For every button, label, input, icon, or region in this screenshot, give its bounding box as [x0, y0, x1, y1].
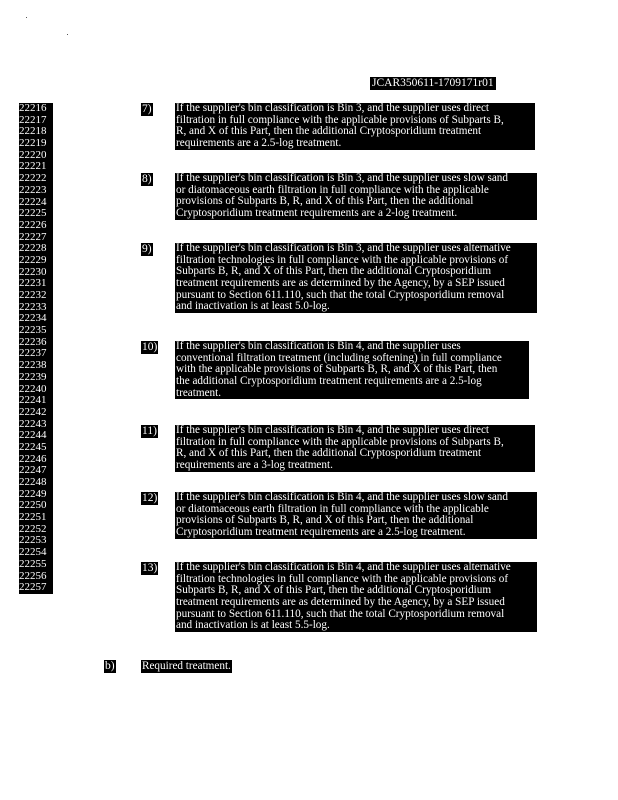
paragraph-line: If the supplier's bin classification is Bin 3, and the supplier uses slow sand [176, 173, 508, 184]
line-number: 22245 [19, 440, 47, 453]
item-marker: 10) [142, 341, 158, 353]
line-number: 22221 [19, 160, 47, 173]
paragraph-line: provisions of Subparts B, R, and X of this Part, then the additional [176, 195, 474, 208]
line-number: 22253 [19, 534, 47, 547]
line-number: 22249 [19, 487, 47, 500]
line-number: 22250 [19, 499, 47, 512]
paragraph-line: If the supplier's bin classification is Bin 4, and the supplier uses direct [176, 425, 490, 436]
paragraph-line: filtration in full compliance with the applicable provisions of Subparts B, [176, 435, 504, 448]
item-marker: 12) [142, 492, 158, 504]
line-number: 22229 [19, 253, 47, 266]
paragraph-item-11 [175, 425, 535, 472]
line-number: 22228 [19, 242, 47, 255]
paragraph-line: the additional Cryptosporidium treatment requirements are a 2.5-log [176, 375, 482, 388]
line-number: 22222 [19, 172, 47, 185]
paragraph-item-12 [175, 492, 537, 539]
line-number: 22233 [19, 300, 47, 313]
paragraph-line: requirements are a 2.5-log treatment. [176, 137, 342, 150]
paragraph-line: If the supplier's bin classification is Bin 4, and the supplier uses slow sand [176, 492, 508, 503]
paragraph-line: Cryptosporidium treatment requirements are a 2-log treatment. [176, 207, 458, 220]
line-number: 22225 [19, 207, 47, 220]
paragraph-line: If the supplier's bin classification is Bin 3, and the supplier uses direct [176, 103, 490, 114]
line-number: 22236 [19, 335, 47, 348]
line-number-column [19, 103, 53, 594]
line-number: 22257 [19, 581, 47, 594]
paragraph-line: with the applicable provisions of Subparts B, R, and X of this Part, then [176, 363, 498, 376]
line-number: 22216 [19, 102, 47, 114]
scan-speck [26, 17, 27, 18]
line-number: 22232 [19, 289, 47, 301]
line-number: 22242 [19, 405, 47, 418]
paragraph-line: If the supplier's bin classification is Bin 4, and the supplier uses alternative [176, 562, 511, 573]
paragraph-line: Subparts B, R, and X of this Part, then the additional Cryptosporidium [176, 265, 492, 278]
document-id: JCAR350611-1709171r01 [372, 77, 494, 89]
line-number: 22227 [19, 230, 47, 243]
paragraph-line: treatment. [176, 386, 222, 399]
line-number: 22243 [19, 417, 47, 430]
line-number: 22241 [19, 394, 47, 407]
paragraph-line: treatment requirements are as determined by the Agency, by a SEP issued [176, 596, 505, 609]
paragraph-line: provisions of Subparts B, R, and X of this Part, then the additional [176, 514, 474, 527]
line-number: 22237 [19, 347, 47, 360]
line-number: 22218 [19, 125, 47, 138]
line-number: 22255 [19, 557, 47, 570]
paragraph-line: R, and X of this Part, then the additional Cryptosporidium treatment [176, 125, 482, 138]
line-number: 22223 [19, 183, 47, 196]
paragraph-line: and inactivation is at least 5.0-log. [176, 300, 330, 313]
paragraph-line: If the supplier's bin classification is Bin 3, and the supplier uses alternative [176, 243, 511, 254]
line-number: 22226 [19, 218, 47, 231]
line-number: 22238 [19, 359, 47, 372]
line-number: 22217 [19, 113, 47, 126]
line-number: 22247 [19, 464, 47, 477]
paragraph-line: requirements are a 3-log treatment. [176, 459, 333, 472]
line-number: 22254 [19, 546, 47, 559]
line-number: 22252 [19, 522, 47, 535]
line-number: 22246 [19, 452, 47, 465]
line-number: 22244 [19, 429, 47, 442]
paragraph-line: Cryptosporidium treatment requirements are a 2.5-log treatment. [176, 526, 466, 539]
line-number: 22240 [19, 382, 47, 395]
paragraph-item-13 [175, 562, 537, 632]
paragraph-item-9 [175, 243, 537, 313]
line-number: 22220 [19, 148, 47, 161]
item-marker: 7) [142, 103, 152, 115]
paragraph-line: pursuant to Section 611.110, such that the total Cryptosporidium removal [176, 607, 505, 620]
line-number: 22235 [19, 324, 47, 337]
line-number: 22256 [19, 569, 47, 582]
item-marker: 13) [142, 562, 158, 574]
paragraph-line: filtration technologies in full compliance with the applicable provisions of [176, 253, 509, 266]
paragraph-line: R, and X of this Part, then the additional Cryptosporidium treatment [176, 447, 482, 460]
paragraph-line: and inactivation is at least 5.5-log. [176, 619, 330, 632]
line-number: 22234 [19, 312, 47, 325]
line-number: 22224 [19, 195, 47, 208]
item-marker: 9) [142, 243, 152, 255]
paragraph-line: conventional filtration treatment (including softening) in full compliance [176, 351, 502, 364]
subsection-heading: Required treatment. [142, 660, 231, 672]
paragraph-line: filtration in full compliance with the applicable provisions of Subparts B, [176, 113, 504, 126]
subsection-marker: b) [105, 660, 115, 672]
paragraph-line: If the supplier's bin classification is Bin 4, and the supplier uses [176, 341, 461, 352]
item-marker: 11) [142, 425, 157, 437]
paragraph-line: pursuant to Section 611.110, such that the total Cryptosporidium removal [176, 288, 505, 301]
line-number: 22231 [19, 277, 47, 290]
line-number: 22230 [19, 265, 47, 278]
paragraph-line: treatment requirements are as determined by the Agency, by a SEP issued [176, 277, 505, 290]
paragraph-line: or diatomaceous earth filtration in full compliance with the applicable [176, 502, 489, 515]
paragraph-item-10 [175, 341, 529, 399]
paragraph-line: Subparts B, R, and X of this Part, then the additional Cryptosporidium [176, 584, 492, 597]
paragraph-item-8 [175, 173, 537, 220]
paragraph-item-7 [175, 103, 535, 150]
line-number: 22251 [19, 511, 47, 524]
line-number: 22219 [19, 137, 47, 150]
line-number: 22239 [19, 370, 47, 383]
scan-speck [67, 34, 68, 35]
item-marker: 8) [142, 173, 152, 185]
paragraph-line: filtration technologies in full compliance with the applicable provisions of [176, 572, 509, 585]
paragraph-line: or diatomaceous earth filtration in full compliance with the applicable [176, 183, 489, 196]
line-number: 22248 [19, 476, 47, 488]
